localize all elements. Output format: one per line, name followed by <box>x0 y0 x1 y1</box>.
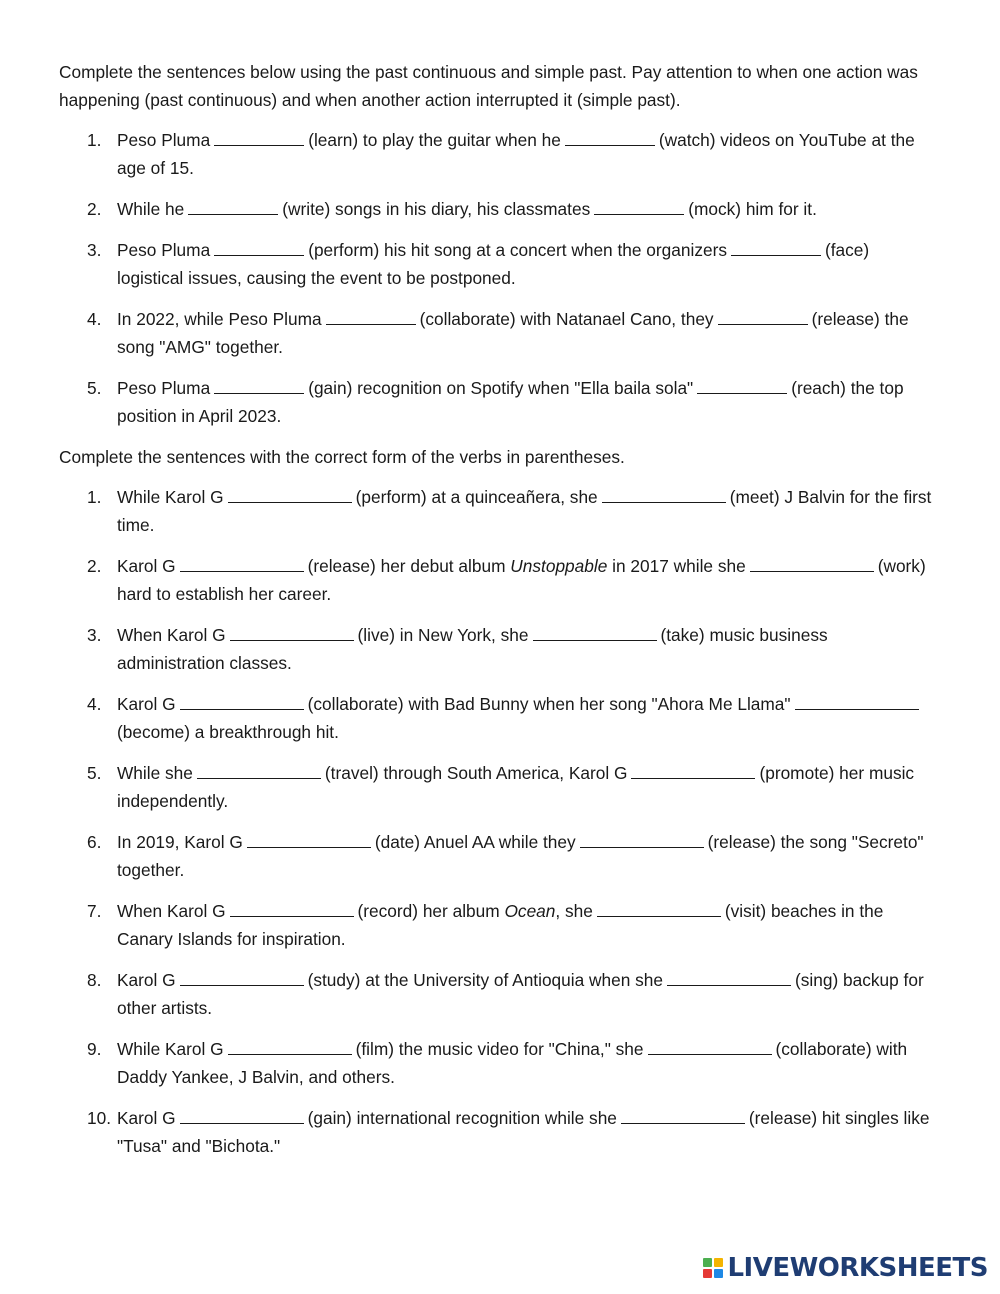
list-item: 9. While Karol G (film) the music video for "China," she (collaborate) with Daddy Yankee, J Balvin, and others. <box>59 1035 939 1091</box>
list-item: 1. Peso Pluma (learn) to play the guitar when he (watch) videos on YouTube at the age of 15. <box>59 126 939 182</box>
blank-input[interactable] <box>326 306 416 325</box>
blank-input[interactable] <box>180 1105 304 1124</box>
list-item: 2. While he (write) songs in his diary, his classmates (mock) him for it. <box>59 195 939 223</box>
item-number: 5. <box>87 763 102 783</box>
blank-input[interactable] <box>750 553 874 572</box>
section2-list <box>59 483 939 1160</box>
blank-input[interactable] <box>580 829 704 848</box>
item-number: 9. <box>87 1039 102 1059</box>
item-number: 7. <box>87 901 102 921</box>
logo-square <box>714 1269 723 1278</box>
section2-instructions: Complete the sentences with the correct form of the verbs in parentheses. <box>59 447 625 467</box>
item-number: 2. <box>87 556 102 576</box>
item-number: 2. <box>87 199 102 219</box>
list-item: 8. Karol G (study) at the University of Antioquia when she (sing) backup for other artists. <box>59 966 939 1022</box>
blank-input[interactable] <box>188 196 278 215</box>
blank-input[interactable] <box>214 237 304 256</box>
album-title: Unstoppable <box>510 556 608 576</box>
worksheet <box>59 58 939 1173</box>
list-item: 1. While Karol G (perform) at a quinceañera, she (meet) J Balvin for the first time. <box>59 483 939 539</box>
blank-input[interactable] <box>247 829 371 848</box>
list-item: 3. Peso Pluma (perform) his hit song at a concert when the organizers (face) logistical issues, causing the event to be postponed. <box>59 236 939 292</box>
list-item: 6. In 2019, Karol G (date) Anuel AA while they (release) the song "Secreto" together. <box>59 828 939 884</box>
blank-input[interactable] <box>731 237 821 256</box>
item-number: 6. <box>87 832 102 852</box>
logo-square <box>703 1269 712 1278</box>
item-number: 1. <box>87 487 102 507</box>
blank-input[interactable] <box>214 127 304 146</box>
item-number: 3. <box>87 625 102 645</box>
logo-square <box>714 1258 723 1267</box>
logo-text: LIVEWORKSHEETS <box>727 1253 988 1283</box>
blank-input[interactable] <box>230 622 354 641</box>
logo-square <box>703 1258 712 1267</box>
list-item: 5. While she (travel) through South America, Karol G (promote) her music independently. <box>59 759 939 815</box>
item-number: 10. <box>87 1108 112 1128</box>
item-number: 4. <box>87 309 102 329</box>
section1-list <box>59 126 939 430</box>
item-number: 4. <box>87 694 102 714</box>
blank-input[interactable] <box>214 375 304 394</box>
logo-grid-icon <box>703 1258 723 1278</box>
item-number: 1. <box>87 130 102 150</box>
blank-input[interactable] <box>230 898 354 917</box>
blank-input[interactable] <box>697 375 787 394</box>
blank-input[interactable] <box>197 760 321 779</box>
list-item: 4. Karol G (collaborate) with Bad Bunny when her song "Ahora Me Llama"(become) a breakthrough hit. <box>59 690 939 746</box>
list-item: 7. When Karol G (record) her album Ocean, she (visit) beaches in the Canary Islands for inspiration. <box>59 897 939 953</box>
blank-input[interactable] <box>648 1036 772 1055</box>
blank-input[interactable] <box>565 127 655 146</box>
blank-input[interactable] <box>597 898 721 917</box>
blank-input[interactable] <box>533 622 657 641</box>
list-item: 2. Karol G (release) her debut album Unstoppable in 2017 while she (work) hard to establish her career. <box>59 552 939 608</box>
list-item: 10. Karol G (gain) international recognition while she (release) hit singles like "Tusa" and "Bichota." <box>59 1104 939 1160</box>
blank-input[interactable] <box>180 967 304 986</box>
liveworksheets-logo <box>703 1254 988 1282</box>
blank-input[interactable] <box>667 967 791 986</box>
album-title: Ocean <box>504 901 556 921</box>
item-number: 3. <box>87 240 102 260</box>
blank-input[interactable] <box>228 484 352 503</box>
blank-input[interactable] <box>718 306 808 325</box>
list-item: 3. When Karol G (live) in New York, she (take) music business administration classes. <box>59 621 939 677</box>
blank-input[interactable] <box>180 553 304 572</box>
list-item: 4. In 2022, while Peso Pluma (collaborate) with Natanael Cano, they (release) the song "AMG" together. <box>59 305 939 361</box>
blank-input[interactable] <box>594 196 684 215</box>
blank-input[interactable] <box>621 1105 745 1124</box>
blank-input[interactable] <box>631 760 755 779</box>
blank-input[interactable] <box>795 691 919 710</box>
section1-instructions: Complete the sentences below using the past continuous and simple past. Pay attention to when one action was happening (past continuous) and when another action interrupted it (simple past). <box>59 62 918 110</box>
blank-input[interactable] <box>602 484 726 503</box>
blank-input[interactable] <box>180 691 304 710</box>
item-number: 5. <box>87 378 102 398</box>
list-item: 5. Peso Pluma (gain) recognition on Spotify when "Ella baila sola" (reach) the top position in April 2023. <box>59 374 939 430</box>
item-number: 8. <box>87 970 102 990</box>
blank-input[interactable] <box>228 1036 352 1055</box>
